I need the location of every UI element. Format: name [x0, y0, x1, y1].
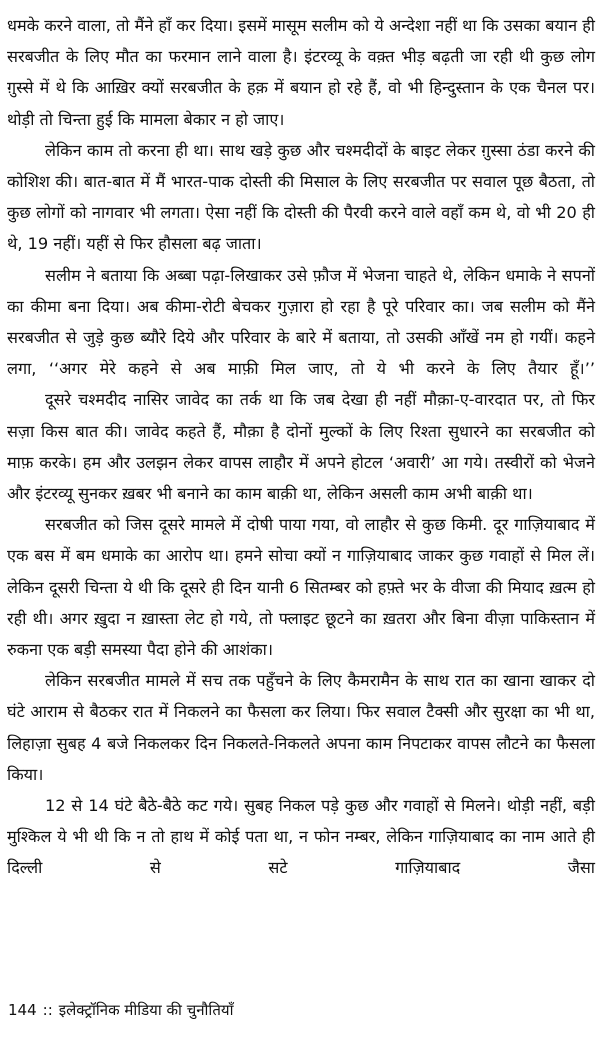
paragraph-1: धमके करने वाला, तो मैंने हाँ कर दिया। इसमें मासूम सलीम को ये अन्देशा नहीं था कि उसका बयान ही सरबजीत के लिए मौत का फरमान लाने वाला है। इंटरव्यू के वक़्त भीड़ बढ़ती जा रही थी कुछ लोग ग़ुस्से में थे कि आख़िर क्यों सरबजीत के हक़ में बयान हो रहे हैं, वो भी हिन्दुस्तान के एक चैनल पर। थोड़ी तो चिन्ता हुई कि मामला बेकार न हो जाए।: [7, 16, 595, 129]
paragraph-2: लेकिन काम तो करना ही था। साथ खड़े कुछ और चश्मदीदों के बाइट लेकर ग़ुस्सा ठंडा करने की कोशिश की। बात-बात में मैं भारत-पाक दोस्ती की मिसाल के लिए सरबजीत पर सवाल पूछ बैठता, तो कुछ लोगों को नागवार भी लगता। ऐसा नहीं कि दोस्ती की पैरवी करने वाले वहाँ कम थे, वो भी 20 ही थे, 19 नहीं। यहीं से फिर हौसला बढ़ जाता।: [7, 140, 595, 254]
book-title: इलेक्ट्रॉनिक मीडिया की चुनौतियाँ: [58, 1001, 234, 1019]
page-number: 144: [8, 1001, 37, 1019]
paragraph-7: 12 से 14 घंटे बैठे-बैठे कट गये। सुबह निकल पड़े कुछ और गवाहों से मिलने। थोड़ी नहीं, बड़ी मुश्किल ये भी थी कि न तो हाथ में कोई पता था, न फोन नम्बर, लेकिन गाज़ियाबाद का नाम आते ही दिल्ली से सटे गाज़ियाबाद जैसा: [7, 796, 595, 878]
paragraph-4: दूसरे चश्मदीद नासिर जावेद का तर्क था कि जब देखा ही नहीं मौक़ा-ए-वारदात पर, तो फिर सज़ा किस बात की। जावेद कहते हैं, मौक़ा है दोनों मुल्कों के लिए रिश्ता सुधारने का सरबजीत को माफ़ करके। हम और उलझन लेकर वापस लाहौर में अपने होटल ‘अवारी’ आ गये। तस्वीरों को भेजने और इंटरव्यू सुनकर ख़बर भी बनाने का काम बाक़ी था, लेकिन असली काम अभी बाक़ी था।: [7, 390, 595, 504]
paragraph-6: लेकिन सरबजीत मामले में सच तक पहुँचने के लिए कैमरामैन के साथ रात का खाना खाकर दो घंटे आराम से बैठकर रात में निकलने का फैसला कर लिया। फिर सवाल टैक्सी और सुरक्षा का भी था, लिहाज़ा सुबह 4 बजे निकलकर दिन निकलते-निकलते अपना काम निपटाकर वापस लौटने का फैसला किया।: [7, 671, 595, 784]
paragraph-3: सलीम ने बताया कि अब्बा पढ़ा-लिखाकर उसे फ़ौज में भेजना चाहते थे, लेकिन धमाके ने सपनों का कीमा बना दिया। अब कीमा-रोटी बेचकर गुज़ारा हो रहा है पूरे परिवार का। जब सलीम को मैंने सरबजीत से जुड़े कुछ ब्यौरे दिये और परिवार के बारे में बताया, तो उसकी आँखें नम हो गयीं। कहने लगा, ‘‘अगर मेरे कहने से अब माफ़ी मिल जाए, तो ये भी करने के लिए तैयार हूँ।’’: [7, 265, 595, 379]
footer-separator: ::: [42, 1001, 53, 1019]
page-body: [7, 10, 595, 884]
paragraph-5: सरबजीत को जिस दूसरे मामले में दोषी पाया गया, वो लाहौर से कुछ किमी. दूर गाज़ियाबाद में एक बस में बम धमाके का आरोप था। हमने सोचा क्यों न गाज़ियाबाद जाकर कुछ गवाहों से मिल लें। लेकिन दूसरी चिन्ता ये थी कि दूसरे ही दिन यानी 6 सितम्बर को हफ़्ते भर के वीजा की मियाद ख़त्म हो रही थी। अगर ख़ुदा न ख़ास्ता लेट हो गये, तो फ्लाइट छूटने का ख़तरा और बिना वीज़ा पाकिस्तान में रुकना एक बड़ी समस्या पैदा होने की आशंका।: [7, 515, 595, 660]
page-footer: [8, 1000, 233, 1020]
